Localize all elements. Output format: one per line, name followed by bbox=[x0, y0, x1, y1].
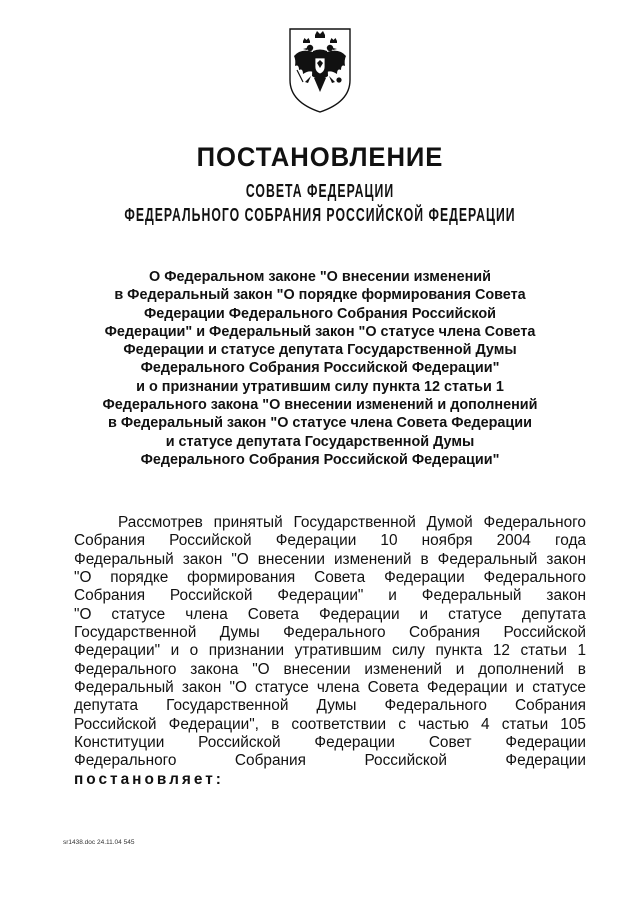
body-line: Федерального Собрания Российской Федерации bbox=[74, 752, 586, 770]
issuer-line-1: СОВЕТА ФЕДЕРАЦИИ bbox=[245, 181, 395, 201]
subject-line: Федерации Федерального Собрания Российской bbox=[143, 305, 497, 322]
body-line: Федеральный закон "О внесении изменений в Федеральный закон bbox=[74, 550, 586, 568]
subject-line: Федерального Собрания Российской Федерации" bbox=[140, 360, 500, 377]
subject-line: Федерального Собрания Российской Федерации" bbox=[140, 451, 500, 468]
body-line: Собрания Российской Федерации" и Федеральный закон bbox=[74, 587, 586, 605]
coat-of-arms-emblem bbox=[287, 26, 353, 114]
subject-line: в Федеральный закон "О порядке формирования Совета bbox=[114, 287, 526, 304]
subject-line: и статусе депутата Государственной Думы bbox=[165, 433, 475, 450]
subject-line: О Федеральном законе "О внесении изменений bbox=[149, 269, 491, 285]
body-line: "О статусе члена Совета Федерации и статусе депутата bbox=[74, 605, 586, 623]
body-line: Федерации" и о признании утратившим силу пункта 12 статьи 1 bbox=[74, 642, 586, 660]
subject-line: Федерации" и Федеральный закон "О статусе члена Совета bbox=[104, 323, 536, 340]
subject-line: Федерации и статусе депутата Государственной Думы bbox=[123, 342, 517, 359]
subject-line: и о признании утратившим силу пункта 12 статьи 1 bbox=[136, 378, 504, 395]
body-line: Конституции Российской Федерации Совет Федерации bbox=[74, 734, 586, 752]
subject-line: Федерального закона "О внесении изменений и дополнений bbox=[102, 397, 538, 414]
body-line: Государственной Думы Федерального Собрания Российской bbox=[74, 624, 586, 642]
resolution-subject bbox=[60, 268, 580, 469]
body-line: Рассмотрев принятый Государственной Думой Федерального bbox=[118, 514, 586, 531]
body-line: депутата Государственной Думы Федерального Собрания bbox=[74, 697, 586, 715]
resolution-body bbox=[74, 514, 586, 789]
body-line: Собрания Российской Федерации 10 ноября 2004 года bbox=[74, 532, 586, 550]
decree-word: постановляет: bbox=[74, 770, 224, 788]
body-line: "О порядке формирования Совета Федерации Федерального bbox=[74, 569, 586, 587]
body-line: Федерального закона "О внесении изменений и дополнений в bbox=[74, 660, 586, 678]
body-line: Российской Федерации", в соответствии с частью 4 статьи 105 bbox=[74, 715, 586, 733]
document-title: ПОСТАНОВЛЕНИЕ bbox=[196, 142, 444, 172]
coat-of-arms-icon bbox=[287, 26, 353, 114]
subject-line: в Федеральный закон "О статусе члена Совета Федерации bbox=[108, 415, 532, 432]
file-reference-note: sr1438.doc 24.11.04 545 bbox=[63, 839, 135, 846]
issuer-line-2: ФЕДЕРАЛЬНОГО СОБРАНИЯ РОССИЙСКОЙ ФЕДЕРАЦИИ bbox=[124, 205, 516, 225]
body-line: Федеральный закон "О статусе члена Совета Федерации и статусе bbox=[74, 679, 586, 697]
